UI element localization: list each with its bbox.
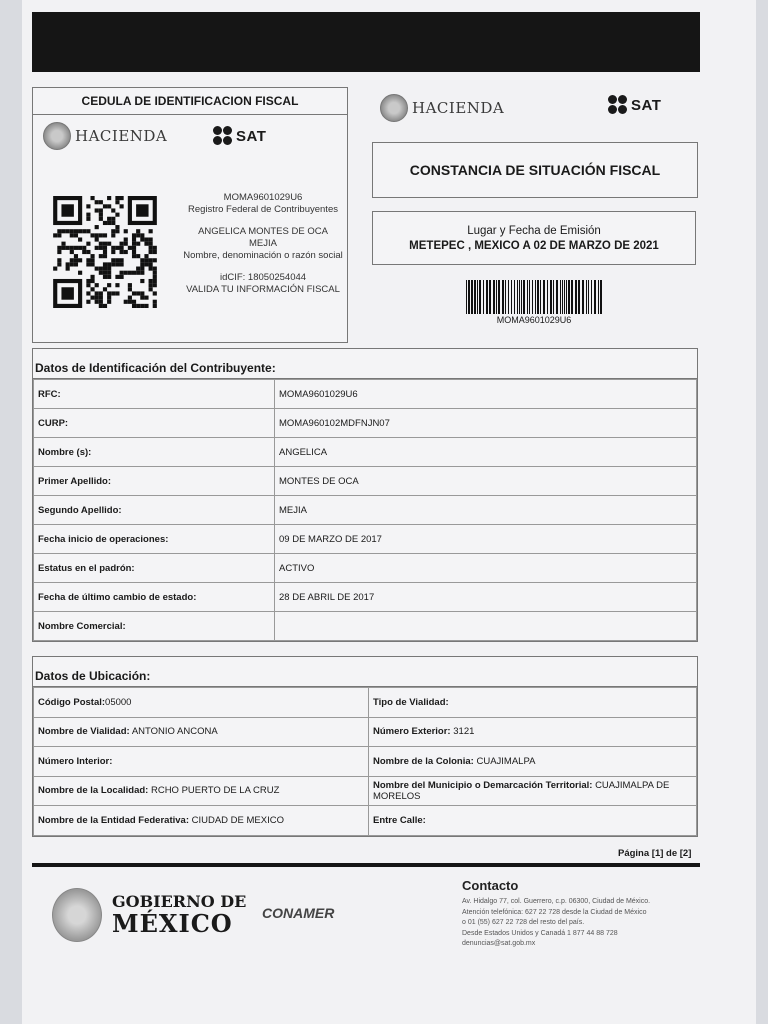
field-value: CUAJIMALPA [476,755,536,767]
cedula-logos [43,122,337,158]
conamer-logo: CONAMER [262,905,335,921]
field-value: 3121 [453,726,475,738]
field-label: Nombre Comercial: [34,612,275,641]
left-cell [34,688,369,718]
table-row [34,525,697,554]
right-cell [369,747,697,777]
ubicacion-table [33,687,697,836]
right-cell [369,806,697,836]
cedula-valida: VALIDA TU INFORMACIÓN FISCAL [186,284,340,295]
cedula-title: CEDULA DE IDENTIFICACION FISCAL [33,88,347,115]
header-logos [380,92,700,132]
field-label: Estatus en el padrón: [34,554,275,583]
hacienda-wordmark: HACIENDA [75,127,168,145]
contacto-email[interactable]: denuncias@sat.gob.mx [462,940,536,947]
barcode-label: MOMA9601029U6 [496,315,572,325]
table-row [34,438,697,467]
table-row [34,496,697,525]
field-label: Tipo de Vialidad: [373,696,449,708]
field-label: Primer Apellido: [34,467,275,496]
field-value: CUAJIMALPA DE MORELOS [373,779,670,802]
table-row [34,583,697,612]
lugar-fecha-box [372,211,696,265]
gobierno-line1: GOBIERNO DE [112,892,247,911]
sat-logo [213,126,266,146]
ubicacion-section [32,656,698,837]
gobierno-line2: MÉXICO [112,909,233,938]
table-row [34,467,697,496]
contacto-address: Av. Hidalgo 77, col. Guerrero, c.p. 06300, Ciudad de México. [462,898,651,905]
footer-divider [32,863,700,867]
identificacion-section [32,348,698,642]
right-cell [369,717,697,747]
right-cell [369,688,697,718]
sat-dots-icon [213,126,233,146]
field-value: 09 DE MARZO DE 2017 [275,525,697,554]
identificacion-table [33,379,697,641]
field-label: Número Exterior: [373,726,451,738]
field-value [275,612,697,641]
right-cell [369,776,697,806]
field-value: MOMA960102MDFNJN07 [275,409,697,438]
lugar-value: METEPEC , MEXICO A 02 DE MARZO DE 2021 [409,240,659,252]
sat-wordmark: SAT [236,127,267,145]
field-value: MOMA9601029U6 [275,380,697,409]
table-row [34,688,697,718]
identificacion-title: Datos de Identificación del Contribuyente: [33,349,697,379]
field-label: Segundo Apellido: [34,496,275,525]
contacto-phone-usa: Desde Estados Unidos y Canadá 1 877 44 88 728 [462,929,618,937]
field-label: Número Interior: [38,755,113,767]
header-sat-wordmark: SAT [631,96,662,114]
top-black-bar [32,12,700,72]
cedula-rfc: MOMA9601029U6 [223,192,303,203]
header-sat-logo [608,95,661,115]
field-label: Entre Calle: [373,814,426,826]
header-hacienda-wordmark: HACIENDA [412,99,505,117]
header-hacienda-seal-icon [380,94,408,122]
field-label: Fecha inicio de operaciones: [34,525,275,554]
field-value: CIUDAD DE MEXICO [191,814,284,826]
table-row [34,380,697,409]
header-sat-dots-icon [608,95,628,115]
cedula-rfc-caption: Registro Federal de Contribuyentes [188,204,338,215]
field-value: MONTES DE OCA [275,467,697,496]
cedula-name-caption: Nombre, denominación o razón social [183,250,343,261]
page-number: Página [1] de [2] [618,848,692,859]
contacto-phone-local: Atención telefónica: 627 22 728 desde la Ciudad de México [462,908,647,916]
field-value: ACTIVO [275,554,697,583]
gobierno-logo [52,888,246,942]
left-cell [34,806,369,836]
table-row [34,747,697,777]
table-row [34,554,697,583]
field-value: 05000 [105,696,132,708]
ubicacion-title: Datos de Ubicación: [33,657,697,687]
left-cell [34,776,369,806]
barcode-icon [464,280,604,314]
lugar-label: Lugar y Fecha de Emisión [467,225,601,237]
field-label: Código Postal: [38,696,106,708]
cedula-info [183,192,343,296]
cedula-name-line2: MEJIA [249,238,277,249]
contacto-phone-national: o 01 (55) 627 22 728 del resto del país. [462,919,585,926]
cedula-idcif: idCIF: 18050254044 [219,272,307,283]
field-label: CURP: [34,409,275,438]
field-label: RFC: [34,380,275,409]
header-hacienda-logo [380,94,504,122]
field-value: 28 DE ABRIL DE 2017 [275,583,697,612]
left-cell [34,717,369,747]
hacienda-seal-icon [43,122,71,150]
table-row [34,776,697,806]
field-value: ANGELICA [275,438,697,467]
table-row [34,612,697,641]
field-label: Nombre de la Colonia: [373,755,474,767]
field-value: RCHO PUERTO DE LA CRUZ [150,785,280,797]
mexico-seal-icon [52,888,102,942]
field-value: ANTONIO ANCONA [131,726,218,738]
left-cell [34,747,369,777]
field-label: Nombre del Municipio o Demarcación Territorial: [373,779,593,791]
contacto-title: Contacto [462,878,519,893]
contacto-block [462,878,702,950]
constancia-title: CONSTANCIA DE SITUACIÓN FISCAL [372,142,698,198]
field-label: Fecha de último cambio de estado: [34,583,275,612]
qr-code-icon [53,196,157,308]
field-label: Nombre de la Localidad: [38,785,149,797]
cedula-box [32,87,348,343]
field-label: Nombre de Vialidad: [38,726,130,738]
field-value: MEJIA [275,496,697,525]
field-label: Nombre (s): [34,438,275,467]
hacienda-logo [43,122,167,150]
table-row [34,409,697,438]
table-row [34,717,697,747]
field-label: Nombre de la Entidad Federativa: [38,814,189,826]
cedula-name-line1: ANGELICA MONTES DE OCA [198,226,328,237]
table-row [34,806,697,836]
